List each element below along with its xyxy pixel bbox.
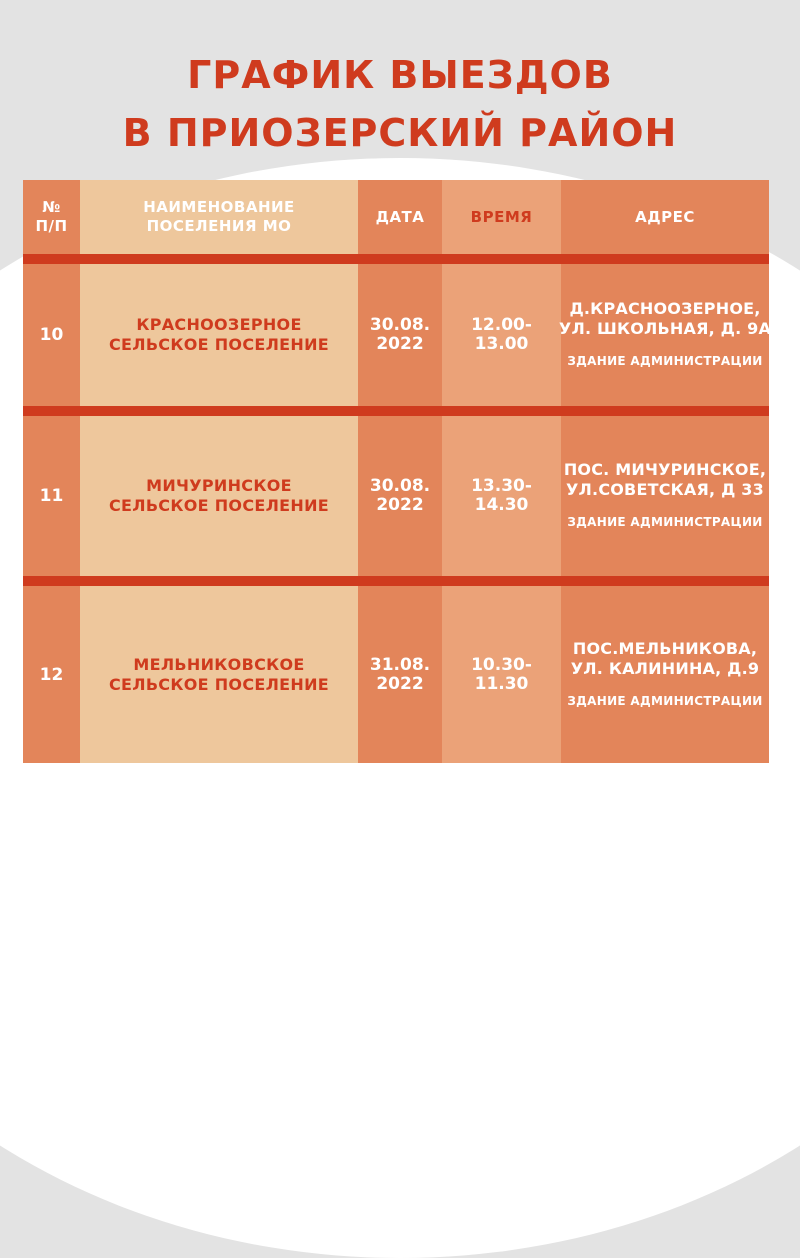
- date-line-2: 2022: [376, 334, 424, 354]
- row-number-cell: [23, 416, 80, 576]
- header-settlement-line-2: ПОСЕЛЕНИЯ МО: [146, 217, 292, 235]
- header-number-line-1: №: [42, 198, 61, 216]
- schedule-table: [23, 180, 772, 763]
- settlement-name-line-2: СЕЛЬСКОЕ ПОСЕЛЕНИЕ: [108, 335, 330, 354]
- page-title: [0, 46, 800, 162]
- date-line-1: 30.08.: [369, 315, 431, 335]
- row-separator: [23, 254, 769, 264]
- address-line-2: УЛ.СОВЕТСКАЯ, Д 33: [566, 480, 764, 499]
- row-number-cell: [23, 264, 80, 406]
- date-line-1: 30.08.: [369, 476, 431, 496]
- header-number-line-2: П/П: [35, 217, 68, 235]
- address-line-2: УЛ. КАЛИНИНА, Д.9: [570, 658, 760, 678]
- settlement-name-line-1: МЕЛЬНИКОВСКОЕ: [133, 654, 305, 674]
- header-date-label: ДАТА: [375, 207, 425, 226]
- time-line-1: 12.00-: [471, 315, 532, 335]
- address-note: ЗДАНИЕ АДМИНИСТРАЦИИ: [567, 515, 763, 529]
- settlement-cell: [80, 264, 358, 406]
- row-number: 11: [39, 486, 64, 506]
- header-time: [442, 180, 561, 254]
- time-cell: [442, 586, 561, 763]
- header-time-label: ВРЕМЯ: [470, 207, 533, 226]
- row-number: 10: [39, 325, 64, 345]
- settlement-name-line-1: КРАСНООЗЕРНОЕ: [136, 315, 302, 334]
- settlement-name-line-1: МИЧУРИНСКОЕ: [146, 476, 292, 495]
- settlement-cell: [80, 586, 358, 763]
- address-note: ЗДАНИЕ АДМИНИСТРАЦИИ: [567, 354, 763, 368]
- date-line-1: 31.08.: [369, 654, 431, 675]
- title-line-2: В ПРИОЗЕРСКИЙ РАЙОН: [122, 111, 678, 155]
- settlement-name-line-2: СЕЛЬСКОЕ ПОСЕЛЕНИЕ: [108, 496, 330, 515]
- address-line-2: УЛ. ШКОЛЬНАЯ, Д. 9А: [558, 319, 772, 338]
- date-line-2: 2022: [376, 495, 424, 515]
- address-line-1: ПОС. МИЧУРИНСКОЕ,: [563, 460, 767, 479]
- date-cell: [358, 264, 442, 406]
- header-settlement-line-1: НАИМЕНОВАНИЕ: [143, 198, 295, 216]
- header-address-label: АДРЕС: [635, 207, 695, 226]
- row-number-cell: [23, 586, 80, 763]
- time-line-2: 14.30: [474, 495, 529, 515]
- settlement-name-line-2: СЕЛЬСКОЕ ПОСЕЛЕНИЕ: [108, 674, 330, 694]
- address-cell: [561, 416, 769, 576]
- settlement-cell: [80, 416, 358, 576]
- address-cell: [561, 586, 769, 763]
- time-line-2: 13.00: [474, 334, 529, 354]
- row-separator: [23, 406, 769, 416]
- address-note: ЗДАНИЕ АДМИНИСТРАЦИИ: [567, 693, 763, 708]
- header-date: [358, 180, 442, 254]
- time-line-2: 11.30: [474, 673, 529, 694]
- address-line-1: ПОС.МЕЛЬНИКОВА,: [572, 638, 758, 658]
- address-cell: [558, 264, 772, 406]
- time-cell: [442, 264, 561, 406]
- address-line-1: Д.КРАСНООЗЕРНОЕ,: [569, 299, 761, 318]
- header-address: [561, 180, 769, 254]
- time-cell: [442, 416, 561, 576]
- date-line-2: 2022: [376, 673, 424, 694]
- row-number: 12: [39, 664, 64, 685]
- date-cell: [358, 586, 442, 763]
- time-line-1: 13.30-: [471, 476, 532, 496]
- time-line-1: 10.30-: [471, 654, 532, 675]
- title-line-1: ГРАФИК ВЫЕЗДОВ: [187, 53, 613, 97]
- header-number: [23, 180, 80, 254]
- header-settlement: [80, 180, 358, 254]
- row-separator: [23, 576, 769, 586]
- date-cell: [358, 416, 442, 576]
